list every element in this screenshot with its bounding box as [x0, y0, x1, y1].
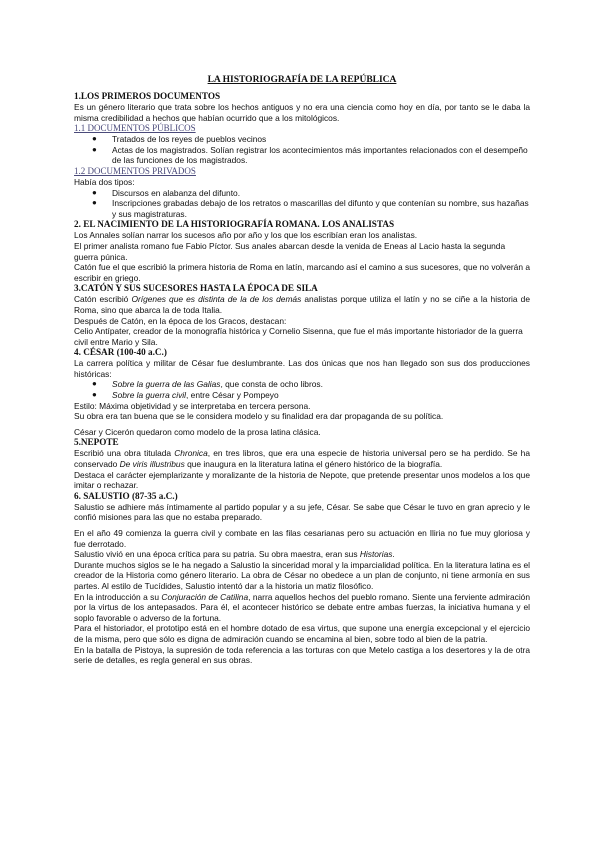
- paragraph: [74, 592, 530, 624]
- bullet-list: [74, 379, 530, 400]
- bullet-list: [74, 134, 530, 166]
- list-item: [92, 390, 530, 401]
- paragraph: Los Annales solían narrar los sucesos año por año y los que los escribían eran los analistas.: [74, 230, 418, 241]
- paragraph: Estilo: Máxima objetividad y se interpretaba en tercera persona.: [74, 400, 311, 411]
- paragraph: Había dos tipos:: [74, 176, 135, 187]
- paragraph: Después de Catón, en la época de los Gracos, destacan:: [74, 315, 287, 326]
- work-title: Sobre la guerra de las Galias: [112, 379, 221, 390]
- paragraph: [74, 294, 530, 315]
- section-heading-nacimiento-historiografia: 2. EL NACIMIENTO DE LA HISTORIOGRAFÍA ROMANA. LOS ANALISTAS: [74, 219, 395, 230]
- work-title: Historias: [359, 549, 393, 560]
- list-item: [92, 187, 530, 199]
- paragraph: [74, 448, 530, 469]
- list-item-text: , que consta de ocho libros.: [220, 379, 323, 390]
- paragraph: La carrera política y militar de César fue deslumbrante. Las dos únicas que nos han llegado son sus dos producciones históricas:: [74, 358, 530, 379]
- list-item: [92, 198, 530, 219]
- list-item: [92, 379, 530, 390]
- list-item-text: , entre César y Pompeyo: [186, 390, 279, 401]
- text-run: , narra aquellos hechos del pueblo romano. Siente una ferviente admiración por la virtus de los antepasados. Para él, el acontecer histórico se debate entre ambas fuerzas, la iniciativa humana y el soplo favorable o adverso de la fortuna.: [74, 591, 530, 623]
- text-run: .: [392, 549, 395, 560]
- paragraph: Celio Antípater, creador de la monografía histórica y Cornelio Sisenna, que fue el más importante historiador de la guerra civil entre Mario y Sila.: [74, 326, 523, 347]
- paragraph: Su obra era tan buena que se le considera modelo y su finalidad era dar propaganda de su política.: [74, 411, 444, 422]
- subsection-heading-documentos-privados: 1.2 DOCUMENTOS PRIVADOS: [74, 165, 196, 176]
- section-heading-nepote: 5.NEPOTE: [74, 437, 119, 448]
- text-run: Catón escribió: [74, 294, 132, 305]
- list-item-text: Actas de los magistrados. Solían registrar los acontecimientos más importantes relacionados con el desempeño de las funciones de los magistrados.: [112, 144, 528, 166]
- list-item: [92, 144, 530, 166]
- subsection-heading-documentos-publicos: 1.1 DOCUMENTOS PÚBLICOS: [74, 123, 196, 134]
- text-run: En la introducción a su: [74, 591, 162, 602]
- bullet-icon: ●: [92, 144, 97, 154]
- paragraph: Durante muchos siglos se le ha negado a Salustio la sinceridad moral y la imparcialidad política. En la literatura latina es el creador de la Historia como género literario. La obra de César no obedece a un plan de conjunto, ni tiene armonía en sus partes. Al estilo de Tucídides, Salustio intentó dar a la historia un matiz filosófico.: [74, 559, 530, 591]
- document-title: LA HISTORIOGRAFÍA DE LA REPÚBLICA: [207, 75, 397, 85]
- paragraph: Destaca el carácter ejemplarizante y moralizante de la historia de Nepote, que pretende presentar unos modelos a los que imitar o rechazar.: [74, 469, 530, 491]
- bullet-icon: ●: [92, 198, 97, 208]
- list-item: [92, 134, 530, 145]
- text-run: , en tres libros, que era una especie de historia universal pero se ha perdido. Se ha conservado: [74, 448, 530, 470]
- paragraph: Para el historiador, el prototipo está en el hombre dotado de esa virtus, que supone una energía excepcional y el ejercicio de la misma, pero que sólo es digna de admiración cuando se encamina al bien, sobre todo al bien de la patria.: [74, 623, 530, 644]
- paragraph: Salustio se adhiere más íntimamente al partido popular y a su jefe, César. Se sabe que César le tuvo en gran aprecio y le confió misiones para las que no estaba preparado.: [74, 501, 530, 523]
- bullet-icon: ●: [92, 390, 97, 400]
- bullet-icon: ●: [92, 134, 97, 144]
- work-title: Conjuración de Catilina: [161, 591, 249, 602]
- paragraph: Es un género literario que trata sobre los hechos antiguos y no era una ciencia como hoy en día, por tanto se le daba la misma credibilidad a hechos que habían ocurrido que a los mitológicos.: [74, 102, 530, 123]
- section-heading-primeros-documentos: 1.LOS PRIMEROS DOCUMENTOS: [74, 91, 221, 101]
- paragraph: [74, 549, 530, 560]
- section-heading-salustio: 6. SALUSTIO (87-35 a.C.): [74, 490, 178, 501]
- paragraph: El primer analista romano fue Fabio Píctor. Sus anales abarcan desde la venida de Eneas al Lacio hasta la segunda guerra púnica.: [74, 240, 506, 262]
- section-heading-caton-sucesores: 3.CATÓN Y SUS SUCESORES HASTA LA ÉPOCA DE SILA: [74, 283, 318, 294]
- list-item-text: Inscripciones grabadas debajo de los retratos o mascarillas del difunto y que contenían su nombre, sus hazañas y sus magistraturas.: [112, 198, 529, 219]
- bullet-icon: ●: [92, 187, 97, 197]
- list-item-text: Discursos en alabanza del difunto.: [112, 187, 241, 198]
- bullet-icon: ●: [92, 379, 97, 389]
- text-run: Salustio vivió en una época crítica para su patria. Su obra maestra, eran sus: [74, 549, 360, 560]
- text-run: analistas porque utiliza el latín y no se ciñe a la historia de Roma, sino que abarca la de toda Italia.: [74, 294, 530, 315]
- paragraph: En la batalla de Pistoya, la supresión de toda referencia a las torturas con que Metelo castiga a los desertores y la de otra serie de detalles, es regla general en sus obras.: [74, 644, 530, 666]
- work-title: Sobre la guerra civil: [112, 390, 187, 401]
- text-run: Escribió una obra titulada: [74, 448, 175, 459]
- paragraph: Catón fue el que escribió la primera historia de Roma en latín, marcando así el camino a sus sucesores, que no volverán a escribir en griego.: [74, 262, 530, 283]
- work-title: Orígenes que es distinta de la de los demás: [131, 294, 302, 305]
- paragraph: En el año 49 comienza la guerra civil y combate en las filas cesarianas pero su actuación en Iliria no fue muy gloriosa y fue derrotado.: [74, 528, 530, 549]
- work-title: Chronica: [174, 448, 208, 459]
- bullet-list: [74, 188, 530, 220]
- text-run: que inaugura en la literatura latina el género histórico de la biografía.: [184, 459, 443, 470]
- paragraph: César y Cicerón quedaron como modelo de la prosa latina clásica.: [74, 426, 321, 437]
- work-title: De viris illustribus: [119, 459, 185, 470]
- list-item-text: Tratados de los reyes de pueblos vecinos: [112, 134, 267, 145]
- section-heading-cesar: 4. CÉSAR (100-40 a.C.): [74, 347, 167, 358]
